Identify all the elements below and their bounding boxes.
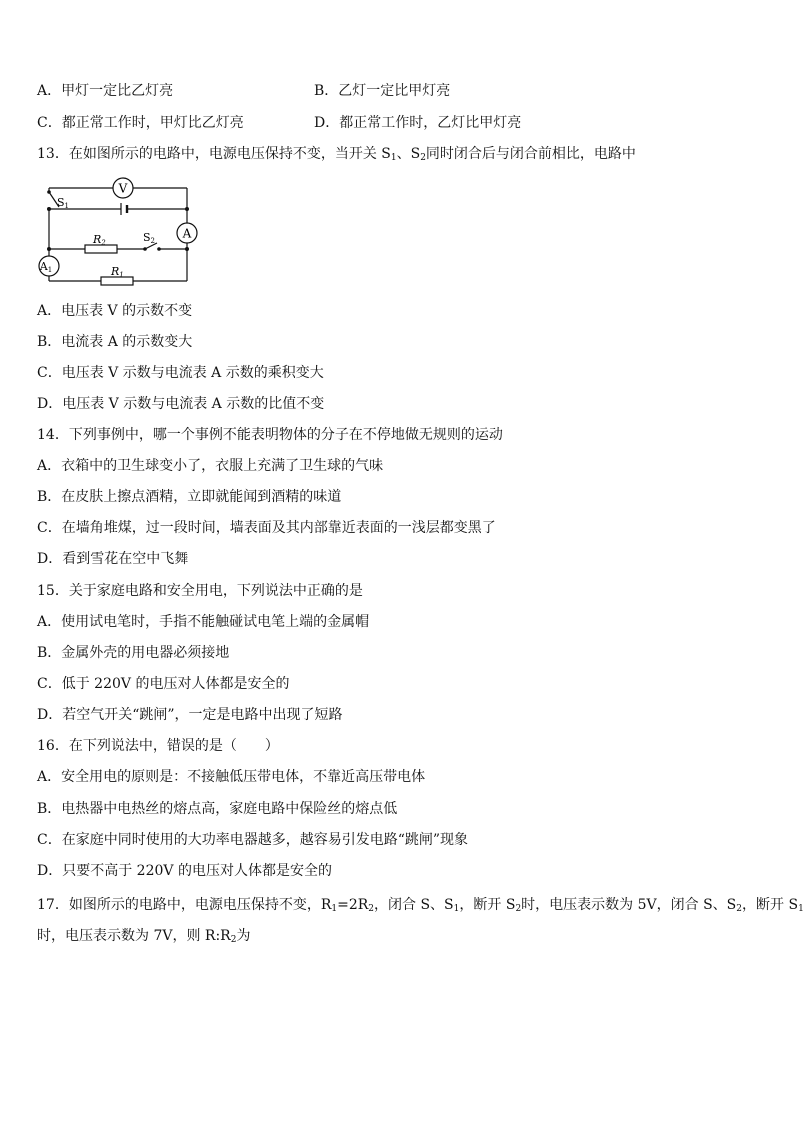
q13-option-a: A．电压表 V 的示数不变 bbox=[37, 303, 193, 319]
q12-option-d: D．都正常工作时，乙灯比甲灯亮 bbox=[314, 115, 522, 131]
switch-s1-pivot bbox=[47, 190, 51, 194]
ammeter-a-label: A bbox=[182, 226, 192, 241]
q15-option-a: A．使用试电笔时，手指不能触碰试电笔上端的金属帽 bbox=[37, 614, 370, 630]
circuit-diagram bbox=[37, 173, 207, 293]
q16-option-a: A．安全用电的原则是：不接触低压带电体，不靠近高压带电体 bbox=[37, 769, 426, 785]
switch-s2-contact bbox=[157, 247, 161, 251]
q14-option-c: C．在墙角堆煤，过一段时间，墙表面及其内部靠近表面的一浅层都变黑了 bbox=[37, 520, 496, 536]
voltmeter-label: V bbox=[118, 181, 128, 196]
junction-dot bbox=[47, 247, 51, 251]
switch-s2-pivot bbox=[143, 247, 147, 251]
q12-option-b: B．乙灯一定比甲灯亮 bbox=[314, 83, 451, 99]
q12-option-c: C．都正常工作时，甲灯比乙灯亮 bbox=[37, 115, 244, 131]
switch-s2-label: S2 bbox=[143, 231, 156, 245]
q17-stem-line1: 17．如图所示的电路中，电源电压保持不变，$R_1=2R_2$，闭合 S、$S_1$，断开 $S_2$时，电压表示数为 5V，闭合 S、$S_2$，断开 $S_1$ bbox=[37, 897, 804, 914]
q14-stem: 14．下列事例中，哪一个事例不能表明物体的分子在不停地做无规则的运动 bbox=[37, 427, 503, 443]
resistor-r1 bbox=[101, 277, 133, 285]
ammeter-a1-label: A1 bbox=[39, 260, 53, 274]
q15-option-c: C．低于 220V 的电压对人体都是安全的 bbox=[37, 676, 290, 692]
resistor-r2-label: R2 bbox=[93, 233, 106, 247]
q16-option-c: C．在家庭中同时使用的大功率电器越多，越容易引发电路“跳闸”现象 bbox=[37, 832, 469, 848]
q13-option-d: D．电压表 V 示数与电流表 A 示数的比值不变 bbox=[37, 396, 325, 412]
q12-option-a: A．甲灯一定比乙灯亮 bbox=[37, 83, 174, 99]
q15-option-b: B．金属外壳的用电器必须接地 bbox=[37, 645, 230, 661]
q15-stem: 15．关于家庭电路和安全用电，下列说法中正确的是 bbox=[37, 583, 363, 599]
junction-dot bbox=[185, 207, 189, 211]
q15-option-d: D．若空气开关“跳闸”，一定是电路中出现了短路 bbox=[37, 707, 343, 723]
junction-dot bbox=[185, 247, 189, 251]
q17-stem-line2: 时，电压表示数为 7V，则 $R:R_2$为 bbox=[37, 928, 251, 945]
q14-option-a: A．衣箱中的卫生球变小了，衣服上充满了卫生球的气味 bbox=[37, 458, 384, 474]
q13-option-c: C．电压表 V 示数与电流表 A 示数的乘积变大 bbox=[37, 365, 324, 381]
q14-option-b: B．在皮肤上擦点酒精，立即就能闻到酒精的味道 bbox=[37, 489, 342, 505]
resistor-r1-label: R1 bbox=[111, 265, 124, 279]
q13-option-b: B．电流表 A 的示数变大 bbox=[37, 334, 193, 350]
junction-dot bbox=[47, 207, 51, 211]
q16-option-d: D．只要不高于 220V 的电压对人体都是安全的 bbox=[37, 863, 332, 879]
q13-stem: 13．在如图所示的电路中，电源电压保持不变，当开关 $S_1$、$S_2$同时闭合后与闭合前相比，电路中 bbox=[37, 146, 636, 163]
switch-s1-label: S1 bbox=[57, 196, 70, 210]
q16-stem: 16．在下列说法中，错误的是（ ） bbox=[37, 738, 279, 754]
q14-option-d: D．看到雪花在空中飞舞 bbox=[37, 551, 189, 567]
q16-option-b: B．电热器中电热丝的熔点高，家庭电路中保险丝的熔点低 bbox=[37, 801, 398, 817]
